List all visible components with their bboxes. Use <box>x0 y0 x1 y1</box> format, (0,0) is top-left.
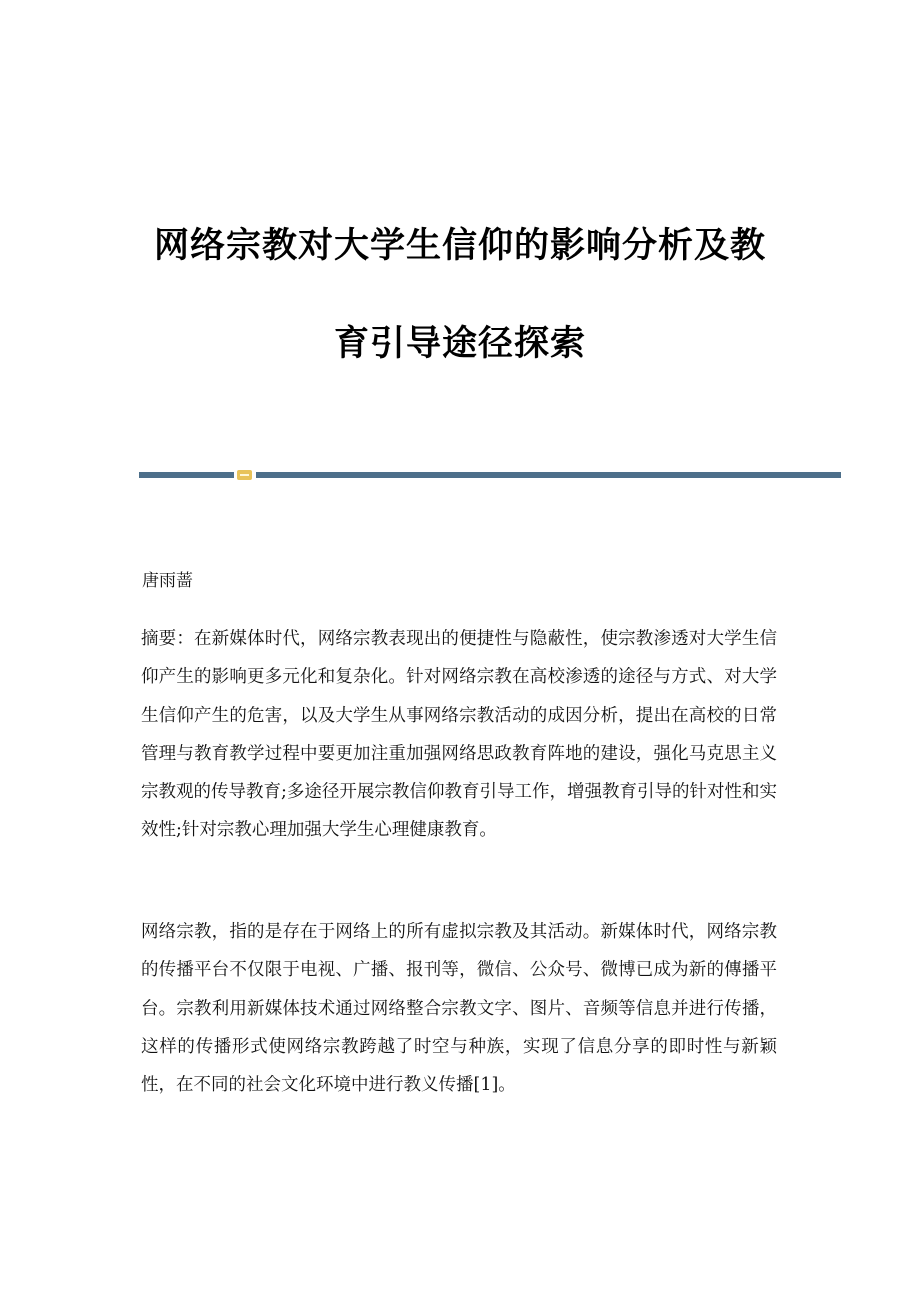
body-paragraph-1: 网络宗教，指的是存在于网络上的所有虚拟宗教及其活动。新媒体时代，网络宗教的传播平台不仅限于电视、广播、报刊等，微信、公众号、微博已成为新的傳播平台。宗教利用新媒体技术通过网络整合宗教文字、图片、音频等信息并进行传播，这样的传播形式使网络宗教跨越了时空与种族，实现了信息分享的即时性与新颖性，在不同的社会文化环境中进行教义传播[1]。 <box>141 922 777 1096</box>
author-name: 唐雨蔷 <box>142 571 193 591</box>
divider-rule-left <box>139 472 234 478</box>
divider-ornament-icon <box>237 470 252 480</box>
abstract-paragraph: 摘要：在新媒体时代，网络宗教表现出的便捷性与隐蔽性，使宗教渗透对大学生信仰产生的影响更多元化和复杂化。针对网络宗教在高校渗透的途径与方式、对大学生信仰产生的危害，以及大学生从事网络宗教活动的成因分析，提出在高校的日常管理与教育教学过程中要更加注重加强网络思政教育阵地的建设，强化马克思主义宗教观的传导教育;多途径开展宗教信仰教育引导工作，增强教育引导的针对性和实效性;针对宗教心理加强大学生心理健康教育。 <box>141 629 777 841</box>
title-divider <box>139 470 841 480</box>
divider-rule-right <box>256 472 841 478</box>
title-line-1: 网络宗教对大学生信仰的影响分析及教 <box>153 226 766 266</box>
title-line-2: 育引导途径探索 <box>333 324 586 364</box>
